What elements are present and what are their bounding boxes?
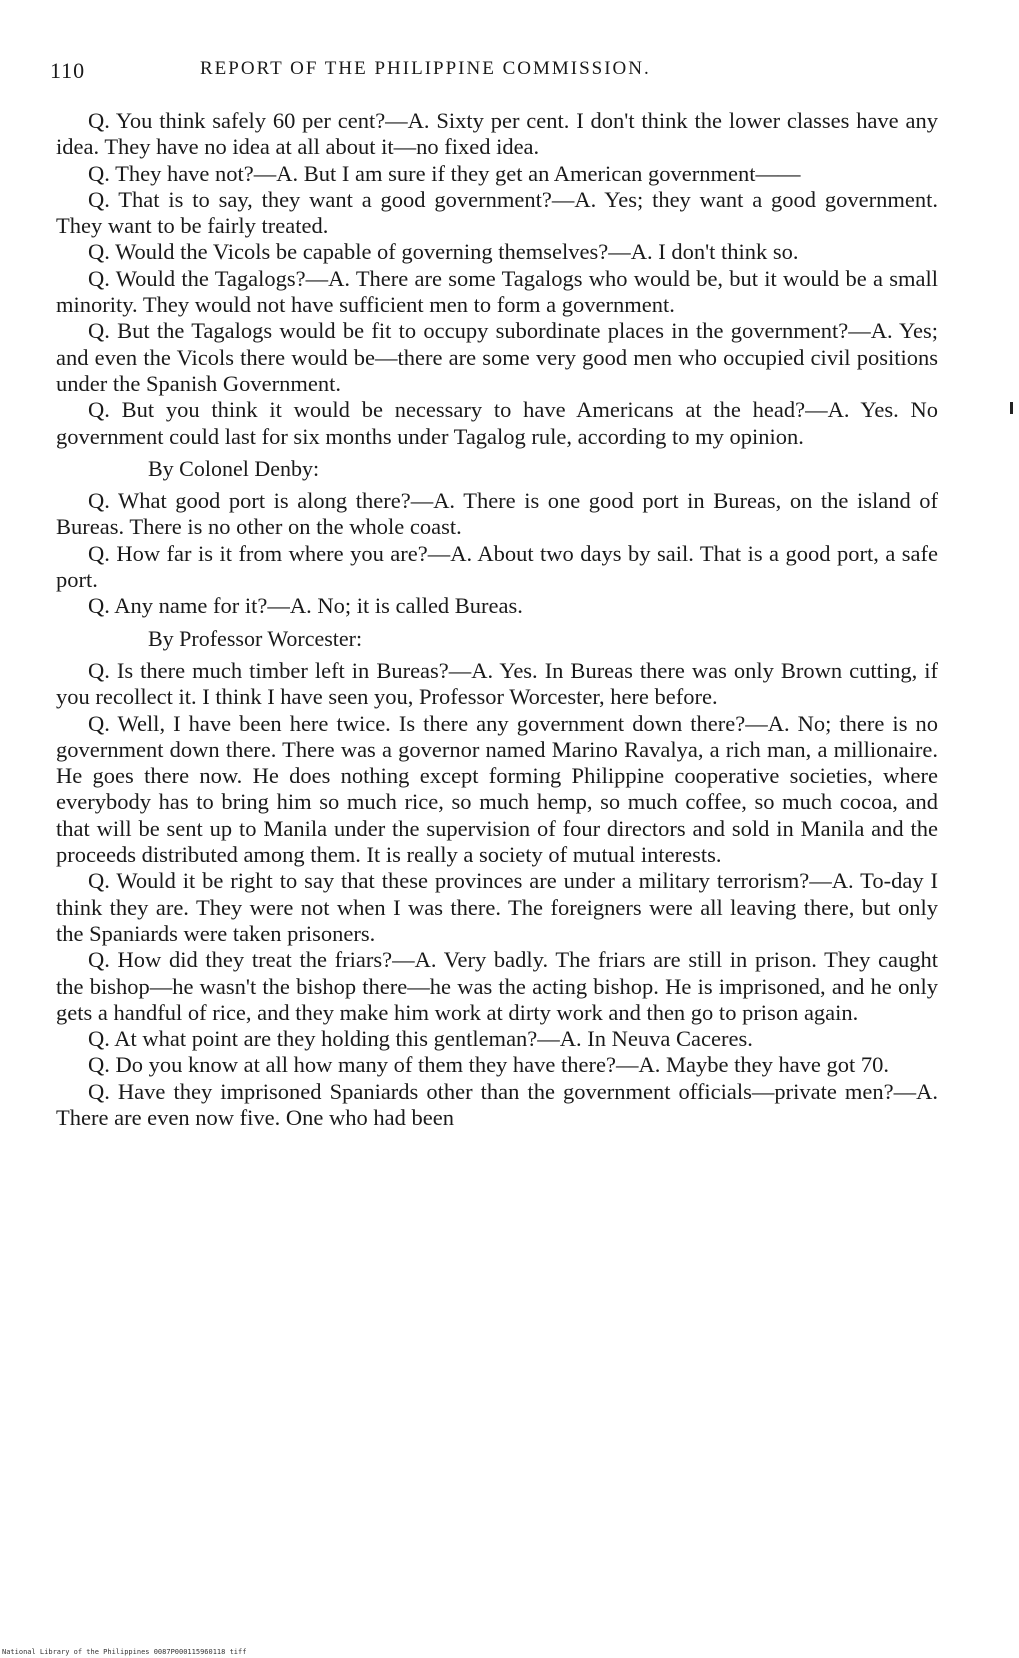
scan-footer: National Library of the Philippines 0087P000115960118 tiff (2, 1648, 247, 1656)
paragraph: Q. Would it be right to say that these provinces are under a military terrorism?—A. To-day I think they are. They were not when I was there. The foreigners were all leaving there, but only the Spaniards were taken prisoners. (56, 868, 938, 946)
paragraph: Q. Would the Tagalogs?—A. There are some Tagalogs who would be, but it would be a small minority. They would not have sufficient men to form a government. (56, 265, 938, 318)
paragraph: Q. They have not?—A. But I am sure if they get an American government—— (88, 160, 801, 186)
paragraph: Q. Is there much timber left in Bureas?—A. Yes. In Bureas there was only Brown cutting, if you recollect it. I think I have seen you, Professor Worcester, here before. (56, 657, 938, 710)
paragraph: Q. That is to say, they want a good government?—A. Yes; they want a good government. They want to be fairly treated. (56, 186, 938, 239)
paragraph: Q. What good port is along there?—A. There is one good port in Bureas, on the island of Bureas. There is no other on the whole coast. (56, 488, 938, 540)
margin-mark (1010, 402, 1013, 414)
paragraph: Q. Would the Vicols be capable of governing themselves?—A. I don't think so. (88, 239, 799, 265)
paragraph: Q. Have they imprisoned Spaniards other than the government officials—private men?—A. There are even now five. One who had been (56, 1078, 938, 1130)
body-text (56, 108, 938, 1131)
paragraph: Q. But you think it would be necessary to have Americans at the head?—A. Yes. No government could last for six months under Tagalog rule, according to my opinion. (56, 397, 938, 449)
running-head: REPORT OF THE PHILIPPINE COMMISSION. (200, 58, 651, 79)
paragraph: Q. How did they treat the friars?—A. Very badly. The friars are still in prison. They caught the bishop—he wasn't the bishop there—he was the acting bishop. He is imprisoned, and he only gets a handful of rice, and they make him work at dirty work and then go to prison again. (56, 947, 938, 1025)
paragraph: Q. But the Tagalogs would be fit to occupy subordinate places in the government?—A. Yes; and even the Vicols there would be—there are some very good men who occupied civil positions under the Spanish Government. (56, 318, 938, 396)
paragraph: Q. At what point are they holding this gentleman?—A. In Neuva Caceres. (88, 1026, 753, 1052)
paragraph: Q. How far is it from where you are?—A. About two days by sail. That is a good port, a safe port. (56, 540, 938, 593)
paragraph: Q. You think safely 60 per cent?—A. Sixty per cent. I don't think the lower classes have any idea. They have no idea at all about it—no fixed idea. (56, 108, 938, 160)
section-heading-worcester: By Professor Worcester: (148, 625, 363, 651)
page-number: 110 (50, 58, 86, 83)
paragraph: Q. Do you know at all how many of them they have there?—A. Maybe they have got 70. (88, 1052, 890, 1078)
section-heading-denby: By Colonel Denby: (148, 455, 320, 481)
page-header (50, 58, 950, 88)
paragraph: Q. Any name for it?—A. No; it is called Bureas. (88, 593, 523, 619)
paragraph: Q. Well, I have been here twice. Is there any government down there?—A. No; there is no government down there. There was a governor named Marino Ravalya, a rich man, a millionaire. He goes there now. He does nothing except forming Philippine cooperative societies, where everybody has to bring him so much rice, so much hemp, so much coffee, so much cocoa, and that will be sent up to Manila under the supervision of four directors and sold in Manila and the proceeds distributed among them. It is really a society of mutual interests. (56, 710, 938, 868)
